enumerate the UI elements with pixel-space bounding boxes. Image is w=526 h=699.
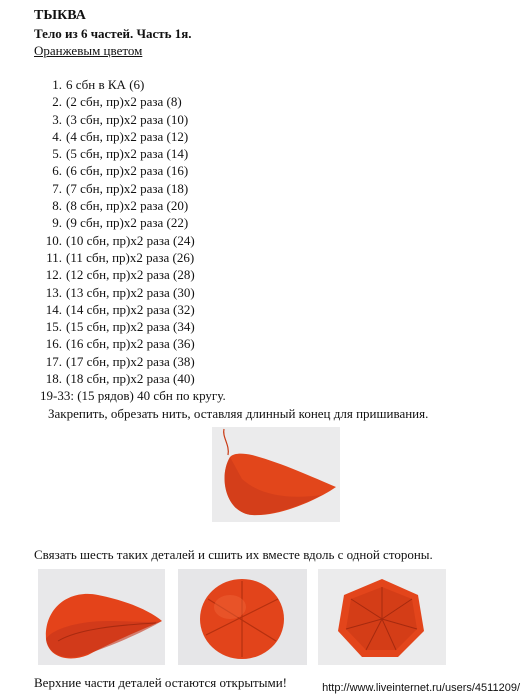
step-number: 17.	[45, 353, 62, 369]
photo-joined-open-top	[318, 569, 446, 665]
rows-19-33-note: 19-33: (15 рядов) 40 сбн по кругу.	[40, 388, 226, 403]
step-number: 6.	[52, 163, 62, 179]
step-number: 7.	[52, 180, 62, 196]
page-subtitle: Тело из 6 частей. Часть 1я.	[34, 26, 192, 41]
step-number: 12.	[45, 267, 62, 283]
watermark-url: http://www.liveinternet.ru/users/4511209/	[322, 682, 520, 694]
step-item	[38, 318, 195, 335]
step-item	[38, 232, 195, 249]
joined-open-top-illustration	[318, 569, 446, 665]
step-item	[38, 197, 195, 214]
step-number: 3.	[52, 111, 62, 127]
joined-dome-illustration	[178, 569, 307, 665]
step-number: 15.	[45, 319, 62, 335]
step-number: 1.	[52, 77, 62, 92]
step-text: (16 сбн, пр)х2 раза (36)	[66, 336, 195, 352]
step-item	[38, 93, 195, 110]
step-item	[38, 284, 195, 301]
color-note: Оранжевым цветом	[34, 43, 143, 58]
footer-note: Верхние части деталей остаются открытыми!	[34, 675, 287, 690]
step-item	[38, 162, 195, 179]
sew-note: Связать шесть таких деталей и сшить их вместе вдоль с одной стороны.	[34, 547, 433, 562]
step-text: (13 сбн, пр)х2 раза (30)	[66, 284, 195, 300]
step-number: 4.	[52, 128, 62, 144]
step-item	[38, 76, 195, 93]
step-item	[38, 353, 195, 370]
step-text: (7 сбн, пр)х2 раза (18)	[66, 180, 189, 196]
step-item	[38, 249, 195, 266]
step-number: 14.	[45, 301, 62, 317]
step-item	[38, 335, 195, 352]
step-number: 5.	[52, 146, 62, 162]
step-number: 10.	[45, 232, 62, 248]
photo-single-piece	[212, 427, 340, 522]
step-item	[38, 128, 195, 145]
step-text: (11 сбн, пр)х2 раза (26)	[66, 249, 195, 265]
step-text: (14 сбн, пр)х2 раза (32)	[66, 301, 195, 317]
step-number: 13.	[45, 284, 62, 300]
step-text: (4 сбн, пр)х2 раза (12)	[66, 128, 189, 144]
step-item	[38, 370, 195, 387]
step-number: 9.	[52, 215, 62, 231]
step-text: (3 сбн, пр)х2 раза (10)	[66, 111, 189, 127]
step-text: (5 сбн, пр)х2 раза (14)	[66, 146, 189, 162]
pattern-steps-list	[38, 76, 195, 387]
photo-joined-dome	[178, 569, 307, 665]
step-item	[38, 145, 195, 162]
step-item	[38, 266, 195, 283]
step-item	[38, 180, 195, 197]
step-text: (6 сбн, пр)х2 раза (16)	[66, 163, 189, 179]
step-number: 16.	[45, 336, 62, 352]
photo-joined-side	[38, 569, 165, 665]
step-text: (15 сбн, пр)х2 раза (34)	[66, 319, 195, 335]
step-item	[38, 214, 195, 231]
step-text: (12 сбн, пр)х2 раза (28)	[66, 267, 195, 283]
page-title: ТЫКВА	[34, 8, 86, 23]
step-text: (2 сбн, пр)х2 раза (8)	[66, 94, 182, 110]
step-number: 8.	[52, 198, 62, 214]
step-item	[38, 301, 195, 318]
step-number: 11.	[46, 249, 62, 265]
step-item	[38, 111, 195, 128]
step-text: (18 сбн, пр)х2 раза (40)	[66, 371, 195, 387]
fasten-note: Закрепить, обрезать нить, оставляя длинный конец для пришивания.	[48, 406, 429, 421]
step-text: (10 сбн, пр)х2 раза (24)	[66, 232, 195, 248]
step-number: 18.	[45, 371, 62, 387]
step-text: (9 сбн, пр)х2 раза (22)	[66, 215, 189, 231]
step-text: (17 сбн, пр)х2 раза (38)	[66, 353, 195, 369]
step-number: 2.	[52, 94, 62, 110]
single-piece-illustration	[212, 427, 340, 522]
step-text: 6 сбн в КА (6)	[66, 77, 145, 92]
joined-side-illustration	[38, 569, 165, 665]
step-text: (8 сбн, пр)х2 раза (20)	[66, 198, 189, 214]
